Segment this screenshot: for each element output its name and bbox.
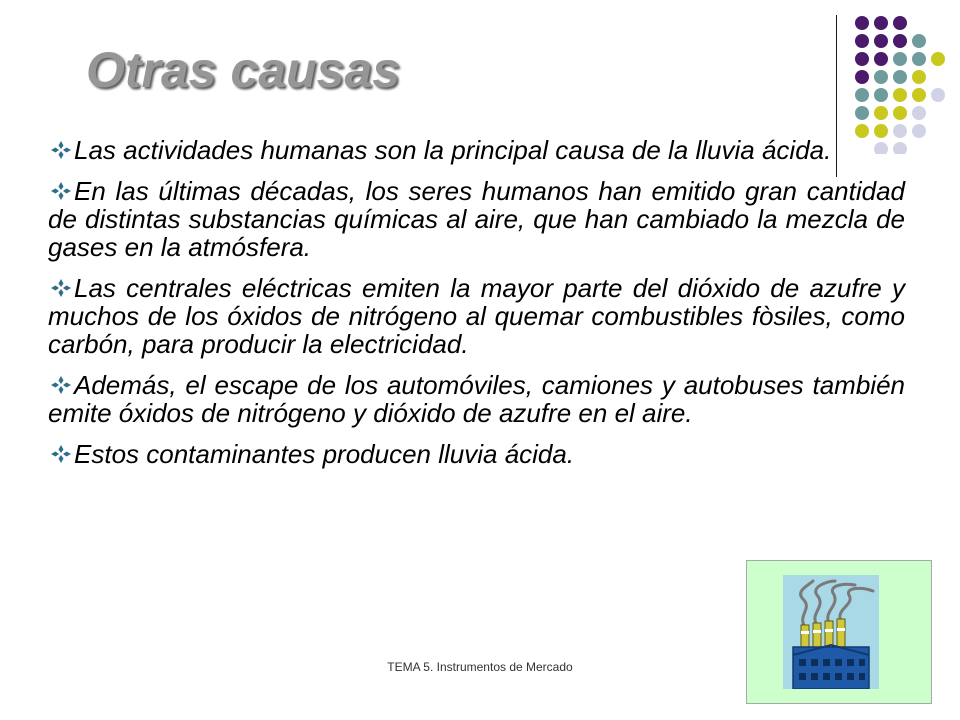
slide-title: Otras causas — [86, 42, 401, 98]
bullet-text: Estos contaminantes producen lluvia ácida. — [74, 439, 575, 469]
decorative-dot — [912, 124, 926, 138]
decorative-dot — [931, 52, 945, 66]
bullet-text: Además, el escape de los automóviles, camiones y autobuses también emite óxidos de nitrógeno y dióxido de azufre en el aire. — [48, 370, 905, 428]
bullet-text: En las últimas décadas, los seres humanos han emitido gran cantidad de distintas substancias químicas al aire, que han cambiado la mezcla de gases en la atmósfera. — [48, 176, 905, 262]
bullet-item — [48, 136, 905, 164]
decorative-dot — [874, 34, 888, 48]
decorative-dot — [874, 88, 888, 102]
decorative-dot — [855, 106, 869, 120]
decorative-dot — [912, 88, 926, 102]
diamond-bullet-icon — [50, 372, 74, 392]
slide-body — [48, 136, 905, 481]
decorative-dot — [874, 106, 888, 120]
decorative-dot — [855, 70, 869, 84]
decorative-dot — [874, 52, 888, 66]
decorative-dot — [931, 88, 945, 102]
bullet-item — [48, 371, 905, 427]
decorative-dot — [912, 34, 926, 48]
bullet-item — [48, 177, 905, 261]
decorative-dot — [893, 34, 907, 48]
decorative-dot — [893, 88, 907, 102]
decorative-dot — [874, 16, 888, 30]
decorative-dot — [893, 16, 907, 30]
diamond-bullet-icon — [50, 178, 74, 198]
decorative-dot — [855, 52, 869, 66]
bullet-text: Las centrales eléctricas emiten la mayor parte del dióxido de azufre y muchos de los óxidos de nitrógeno al quemar combustibles fòsiles, como carbón, para producir la electricidad. — [48, 273, 905, 359]
diamond-bullet-icon — [50, 275, 74, 295]
slide-footer: TEMA 5. Instrumentos de Mercado — [387, 660, 573, 674]
decorative-dot — [855, 34, 869, 48]
factory-image-panel — [746, 560, 932, 704]
decorative-dot — [912, 52, 926, 66]
decorative-dot — [893, 52, 907, 66]
bullet-item — [48, 440, 905, 468]
bullet-text: Las actividades humanas son la principal causa de la lluvia ácida. — [74, 135, 832, 165]
decorative-dot — [855, 88, 869, 102]
decorative-dot — [893, 106, 907, 120]
decorative-dot — [874, 70, 888, 84]
diamond-bullet-icon — [50, 137, 74, 157]
decorative-dot — [912, 106, 926, 120]
decorative-dot — [893, 70, 907, 84]
decorative-dot-grid — [852, 14, 952, 154]
decorative-dot — [912, 70, 926, 84]
factory-smokestacks-icon — [783, 575, 879, 689]
diamond-bullet-icon — [50, 441, 74, 461]
bullet-item — [48, 274, 905, 358]
decorative-dot — [855, 16, 869, 30]
